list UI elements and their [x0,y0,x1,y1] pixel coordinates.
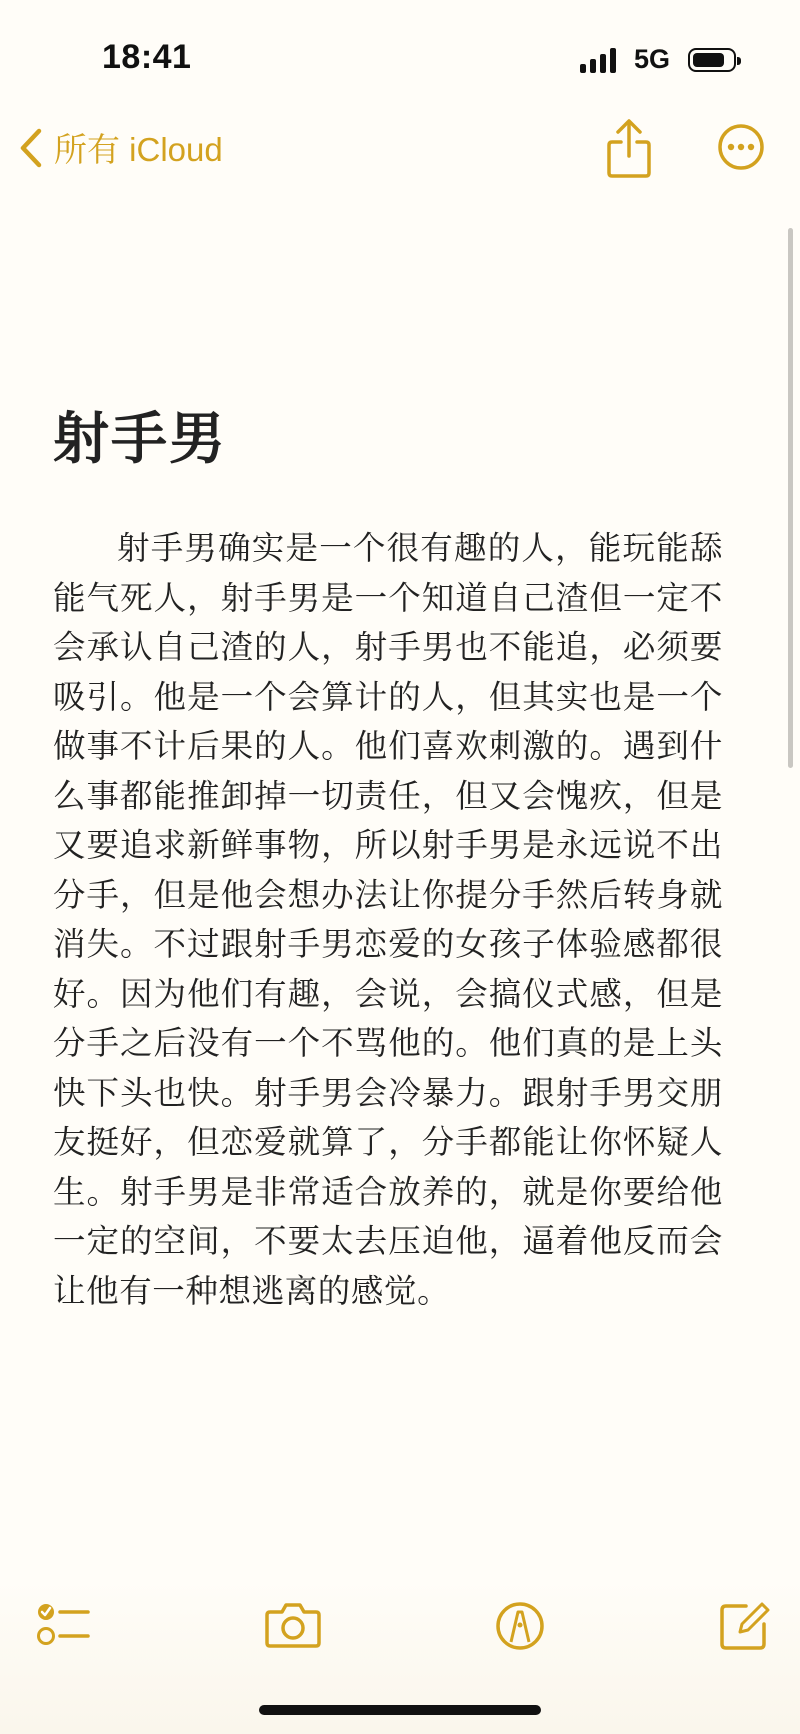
battery-icon [688,48,736,72]
ellipsis-circle-icon [716,122,766,172]
battery-level [693,53,724,67]
checklist-button[interactable] [36,1598,92,1654]
markup-pen-icon [492,1598,548,1654]
markup-button[interactable] [492,1598,548,1654]
compose-button[interactable] [716,1598,772,1654]
camera-button[interactable] [264,1598,322,1654]
share-icon [604,118,654,180]
navigation-bar [0,118,800,198]
status-indicators [580,44,736,75]
camera-icon [264,1598,322,1654]
status-time: 18:41 [102,38,192,76]
share-button[interactable] [604,118,654,180]
checklist-icon [36,1598,92,1654]
more-options-button[interactable] [716,122,766,172]
back-label: 所有 iCloud [54,131,223,168]
scroll-indicator[interactable] [788,228,793,768]
back-button[interactable] [18,124,223,171]
compose-icon [716,1598,772,1654]
note-title[interactable]: 射手男 [53,407,227,472]
note-body[interactable]: 射手男确实是一个很有趣的人，能玩能舔能气死人，射手男是一个知道自己渣但一定不会承认自己渣的人，射手男也不能追，必须要吸引。他是一个会算计的人，但其实也是一个做事不计后果的人。他们喜欢刺激的。遇到什么事都能推卸掉一切责任，但又会愧疚，但是又要追求新鲜事物，所以射手男是永远说不出分手，但是他会想办法让你提分手然后转身就消失。不过跟射手男恋爱的女孩子体验感都很好。因为他们有趣，会说，会搞仪式感，但是分手之后没有一个不骂他的。他们真的是上头快下头也快。射手男会冷暴力。跟射手男交朋友挺好，但恋爱就算了，分手都能让你怀疑人生。射手男是非常适合放养的，就是你要给他一定的空间，不要太去压迫他，逼着他反而会让他有一种想逃离的感觉。 [53,529,723,1310]
battery-tip [737,57,741,65]
chevron-left-icon [18,127,44,169]
home-indicator[interactable] [259,1705,541,1715]
cellular-signal-icon [580,47,616,73]
network-type: 5G [633,44,670,74]
